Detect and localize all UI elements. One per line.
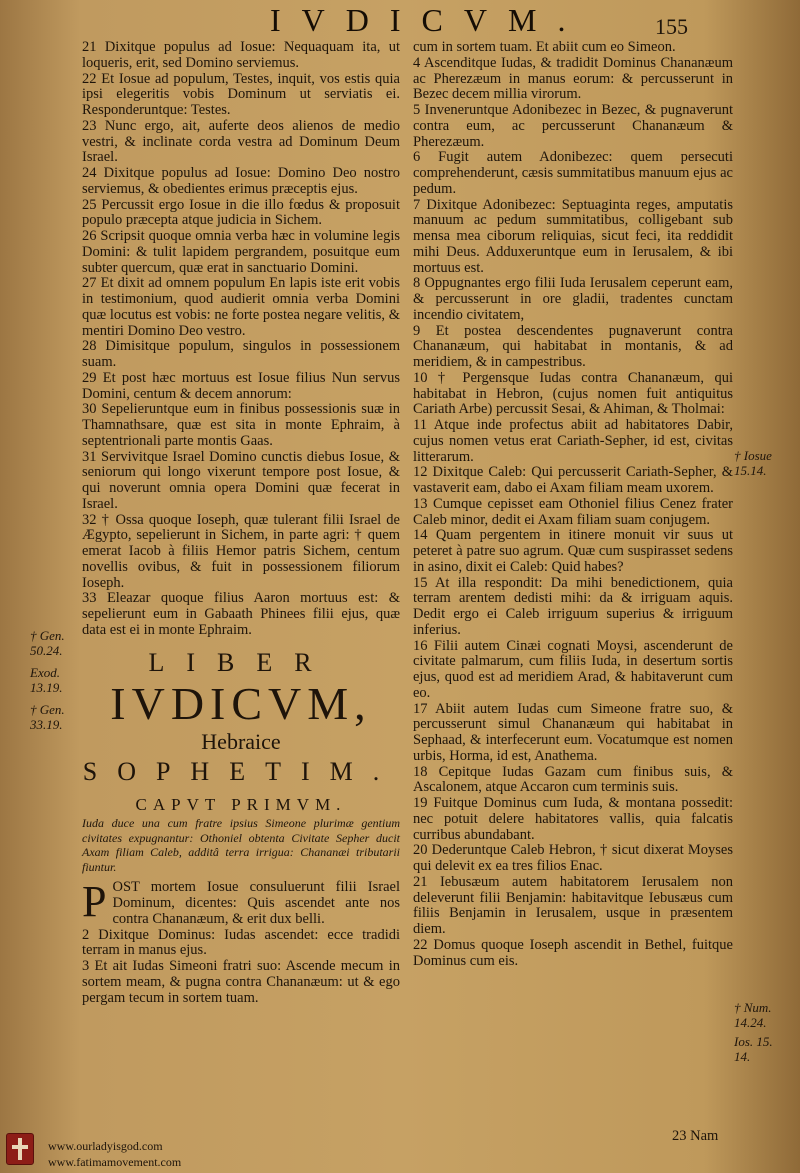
chapter-heading: CAPVT PRIMVM.: [135, 794, 347, 814]
verse-paragraph: 7 Dixitque Adonibezec: Septuaginta reges, amputatis manuum ac pedum summitatibus, colligebant sub mensa mea ciborum reliquias, sicut feci, ita reddidit mihi Deus. Adduxeruntque eum in Ierusalem, & ibi mortuus est.: [413, 196, 733, 276]
book-title-hebraice: Hebraice: [201, 728, 281, 754]
margin-note-ios2: Ios. 15. 14.: [734, 1034, 773, 1064]
verse-paragraph: 9 Et postea descendentes pugnaverunt contra Chananæum, qui habitabat in montanis, & ad meridiem, & in campestribus.: [413, 322, 733, 370]
verse-paragraph: 14 Quam pergentem in itinere monuit vir suus ut peteret à patre suo agrum. Quæ cum suspirasset sedens in asino, dixit ei Caleb: Quid habes?: [413, 527, 733, 575]
verse-paragraph: 17 Abiit autem Iudas cum Simeone fratre suo, & percusserunt simul Chananæum qui habitabat in Sephaad, & interfecerunt eum. Vocatumque est nomen urbis, Horma, id est, Anathema.: [413, 700, 733, 764]
margin-note-gen: † Gen. 50.24.: [30, 628, 65, 658]
left-column: [82, 40, 400, 1006]
verse-paragraph: 4 Ascenditque Iudas, & tradidit Dominus Chananæum ac Pherezæum in manus eorum: & percusserunt in Bezec decem millia virorum.: [413, 54, 733, 103]
verse-paragraph: 19 Fuitque Dominus cum Iuda, & montana possedit: nec potuit delere habitatores vallis, quia falcatis curribus abundabant.: [413, 795, 733, 843]
book-title-block: [82, 647, 400, 789]
verse-one: [82, 877, 400, 927]
verse-paragraph: 22 Et Iosue ad populum, Testes, inquit, vos estis quia ipsi elegeritis vobis Dominum ut serviatis ei. Responderuntque: Testes.: [82, 70, 400, 118]
verse-paragraph: 27 Et dixit ad omnem populum En lapis iste erit vobis in testimonium, quod audierit omnia verba Domini quæ locutus est vobis: ne forte postea negare velitis, & mentiri Domino Deo vestro.: [82, 275, 400, 339]
verse-paragraph: 29 Et post hæc mortuus est Iosue filius Nun servus Domini, centum & decem annorum:: [82, 369, 400, 402]
verse-paragraph: 32 † Ossa quoque Ioseph, quæ tulerant filii Israel de Ægypto, sepelierunt in Sichem, in parte agri: † quem emerat Iacob à filiis Hemor patris Sichem, centum novellis ovibus, & fuit in possessionem filiorum Ioseph.: [82, 511, 400, 591]
verse-paragraph: 8 Oppugnantes ergo filii Iuda Ierusalem ceperunt eam, & percusserunt in ore gladii, tradentes cunctam incendio civitatem,: [413, 275, 733, 323]
margin-note-ios: † Iosue 15.14.: [734, 448, 772, 478]
verse-paragraph: 2 Dixitque Dominus: Iudas ascendet: ecce tradidi terram in manus ejus.: [82, 926, 400, 959]
verse-paragraph: 15 At illa respondit: Da mihi benedictionem, quia terram arentem dedisti mihi: da & irriguam aquis. Dedit ergo ei Caleb irriguum superius & irriguum inferius.: [413, 574, 733, 638]
verse-paragraph: 11 Atque inde profectus abiit ad habitatores Dabir, cujus nomen vetus erat Cariath-Sepher, id est, civitas litterarum.: [413, 417, 733, 465]
book-title-liber: LIBER: [148, 647, 334, 677]
verse-one-text: OST mortem Iosue consuluerunt filii Israel Dominum, dicentes: Quis ascendet ante nos contra Chananæum, & erit dux belli.: [112, 879, 400, 927]
verse-paragraph: 22 Domus quoque Ioseph ascendit in Bethel, fuitque Dominus cum eis.: [413, 936, 733, 969]
verse-paragraph: 16 Filii autem Cinæi cognati Moysi, ascenderunt de civitate palmarum, cum filiis Iuda, in desertum sortis ejus, quod est ad meridiem Arad, & habitaverunt cum eo.: [413, 637, 733, 701]
verse-paragraph: 23 Nunc ergo, ait, auferte deos alienos de medio vestri, & inclinate corda vestra ad Dominum Deum Israel.: [82, 117, 400, 166]
verse-paragraph: 5 Inveneruntque Adonibezec in Bezec, & pugnaverunt contra eum, ac percusserunt Chananæum & Pherezæum.: [413, 102, 733, 150]
right-column: [413, 40, 733, 969]
book-title-sophetim: SOPHETIM.: [82, 756, 400, 786]
verse-paragraph: 28 Dimisitque populum, singulos in possessionem suam.: [82, 338, 400, 370]
website-link[interactable]: www.ourladyisgod.com: [48, 1139, 163, 1153]
verse-paragraph: 30 Sepelieruntque eum in finibus possessionis suæ in Thamnathsare, quæ est sita in monte Ephraim, à septentrionali parte montis Gaas.: [82, 401, 400, 449]
cross-emblem-icon: [6, 1133, 34, 1165]
verse-paragraph: 10 † Pergensque Iudas contra Chananæum, qui habitabat in Hebron, (cujus nomen fuit antiquitus Cariath Arbe) percussit Sesai, & Ahiman, & Tholmai:: [413, 369, 733, 418]
verse-paragraph: 33 Eleazar quoque filius Aaron mortuus est: & sepelierunt eum in Gabaath Phinees filii ejus, quæ data est ei in monte Ephraim.: [82, 590, 400, 638]
verse-paragraph: 3 Et ait Iudas Simeoni fratri suo: Ascende mecum in sortem meam, & pugna contra Chananæum: ut & ego pergam tecum in sortem tuam.: [82, 958, 400, 1006]
catchword: 23 Nam: [672, 1128, 719, 1144]
verse-paragraph: 20 Dederuntque Caleb Hebron, † sicut dixerat Moyses qui delevit ex ea tres filios Enac.: [413, 842, 733, 874]
running-title: IVDICVM.: [270, 2, 587, 38]
website-watermark: [48, 1138, 181, 1170]
verse-paragraph: 13 Cumque cepisset eam Othoniel filius Cenez frater Caleb minor, dedit ei Axam filiam suam conjugem.: [413, 495, 733, 528]
chapter-summary: Iuda duce una cum fratre ipsius Simeone plurimæ gentium civitates expugnantur: Othoniel obtenta Civitate Sepher ducit Axam filiam Caleb, additâ terra irrigua: Chananæi tributarii fiuntur.: [82, 816, 400, 874]
verse-paragraph: 24 Dixitque populus ad Iosue: Domino Deo nostro serviemus, & obedientes erimus præceptis ejus.: [82, 165, 400, 197]
book-title-name: IVDICVM,: [110, 677, 372, 729]
verse-paragraph: 6 Fugit autem Adonibezec: quem persecuti comprehenderunt, cæsis summitatibus manuum ejus ac pedum.: [413, 149, 733, 197]
verse-paragraph: 21 Dixitque populus ad Iosue: Nequaquam ita, ut loqueris, erit, sed Domino serviemus.: [82, 39, 400, 71]
verse-paragraph: 12 Dixitque Caleb: Qui percusserit Cariath-Sepher, & vastaverit eam, dabo ei Axam filiam meam uxorem.: [413, 464, 733, 496]
verse-paragraph: 26 Scripsit quoque omnia verba hæc in volumine legis Domini: & tulit lapidem pergrandem, posuitque eum subter quercum, quæ erat in sanctuario Domini.: [82, 228, 400, 276]
verse-paragraph: 18 Cepitque Iudas Gazam cum finibus suis, & Ascalonem, atque Accaron cum terminis suis.: [413, 763, 733, 796]
verse-paragraph: 31 Servivitque Israel Domino cunctis diebus Iosue, & seniorum qui longo vixerunt tempore post Iosue, & qui noverunt omnia opera Domini quæ fecerat in Israel.: [82, 448, 400, 512]
verse-paragraph: 21 Iebusæum autem habitatorem Ierusalem non deleverunt filii Benjamin: habitavitque Iebusæus cum filiis Benjamin in Ierusalem, usque in præsentem diem.: [413, 873, 733, 937]
verse-paragraph: 25 Percussit ergo Iosue in die illo fœdus & proposuit populo præcepta atque judicia in Sichem.: [82, 196, 400, 229]
website-link[interactable]: www.fatimamovement.com: [48, 1155, 182, 1169]
verse-continuation: cum in sortem tuam. Et abiit cum eo Simeon.: [413, 39, 676, 55]
margin-note-gen2: † Gen. 33.19.: [30, 702, 65, 732]
margin-note-exod: Exod. 13.19.: [30, 665, 63, 695]
page-header: [0, 2, 800, 38]
margin-note-num: † Num. 14.24.: [734, 1000, 772, 1030]
page-number: 155: [655, 14, 688, 39]
drop-cap-initial: P: [82, 877, 107, 927]
